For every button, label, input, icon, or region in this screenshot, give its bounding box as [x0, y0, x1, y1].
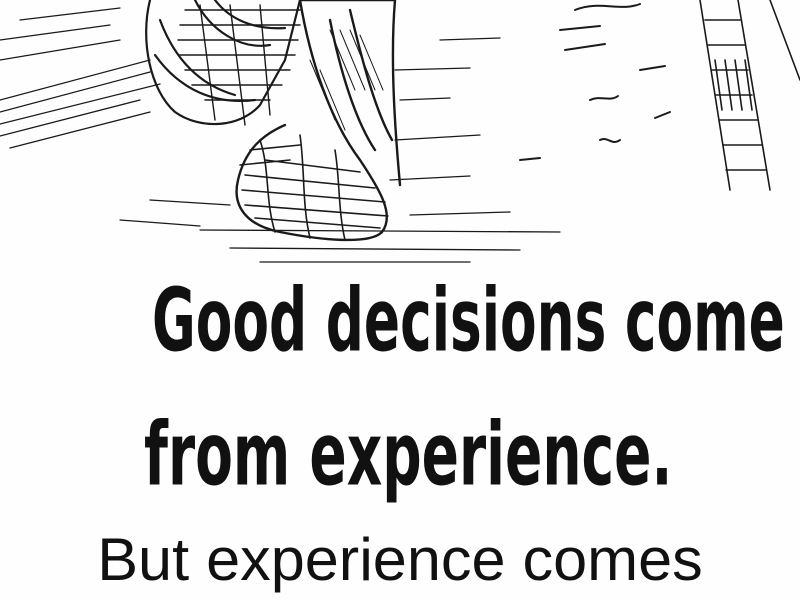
quote-line-3: But experience comes: [97, 526, 703, 593]
quote-line-2: from experience.: [144, 404, 673, 506]
curb-lines: [700, 0, 800, 190]
back-shoe: [146, 0, 300, 124]
quote-line-1: Good decisions come: [152, 270, 785, 372]
ground-marks: [520, 4, 670, 160]
road-lines: [0, 8, 560, 262]
front-shoe-tread: [240, 135, 388, 240]
running-shoes-sketch-icon: [0, 0, 800, 270]
front-shoe: [237, 0, 400, 240]
